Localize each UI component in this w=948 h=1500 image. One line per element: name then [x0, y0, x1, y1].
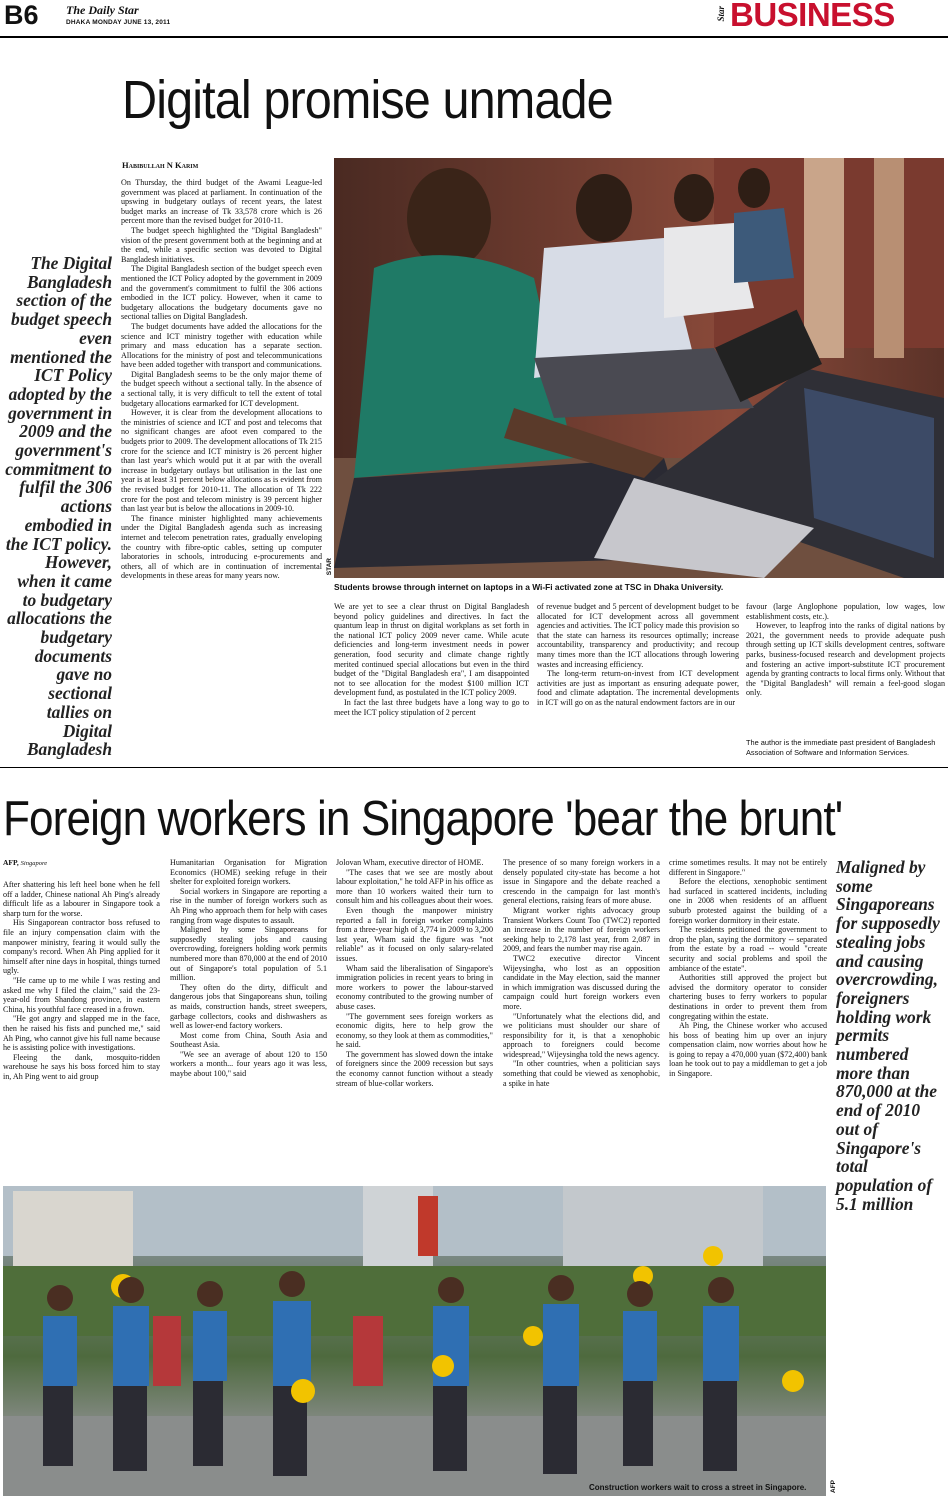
paragraph: Fleeing the dank, mosquito-ridden warehouse he says his boss forced him to stay in, Ah Ping went to aid group — [3, 1052, 160, 1081]
story2-column-5 — [669, 858, 827, 1180]
story2-photo-credit: AFP — [830, 1480, 837, 1493]
paragraph: "Unfortunately what the elections did, and we politicians must shoulder our share of responsibility for it, is that a xenophobic approach to foreigners could become widespread," Wijeysingha told the news agency. — [503, 1011, 660, 1059]
paragraph: "He came up to me while I was resting and asked me why I filed the claim," said the 23-year-old from Shandong province, in eastern China, his youthful face creased in a frown. — [3, 975, 160, 1014]
page-header — [0, 0, 948, 40]
paragraph: However, to leapfrog into the ranks of digital nations by 2021, the government needs to provide adequate push through setting up ICT skills development centres, software parks, business-focused research and development projects and fostering an active import-substitute ICT procurement agenda by granting contracts to local firms only. Without that the "Digital Bangladesh" will remain a feel-good slogan only. — [746, 621, 945, 698]
paragraph: The budget documents have added the allocations for the science and ICT ministry together with education while primary and mass education has a separate section. Allocations for the ministry of post and telecommunications have been added together with transport and communications. — [121, 321, 322, 370]
paragraph: Most come from China, South Asia and Southeast Asia. — [170, 1030, 327, 1050]
paragraph: In fact the last three budgets have a long way to go to meet the ICT policy stipulation of 2 percent — [334, 697, 529, 717]
story2-column-2 — [170, 858, 327, 1180]
story1-headline: Digital promise unmade — [122, 70, 613, 130]
paragraph: They often do the dirty, difficult and dangerous jobs that Singaporeans shun, toiling as maids, construction hands, street sweepers, garbage collectors, cooks and dishwashers as well as lower-end factory workers. — [170, 982, 327, 1031]
story1-column-2 — [334, 602, 529, 762]
paragraph: However, it is clear from the development allocations to the ministries of science and ICT and post and telecoms that no significant changes are afoot even compared to the budgets prior to 2009. The development allocations of Tk 215 crore for the science and ICT ministry is 26 percent higher than last year's which would put it at par with the overall increase in budgetary outlays but utilisation in the last one year is at least 31 percent below allocations as is evident from the revised budget for 2010-11. The allocation of Tk 222 crore for the post and telecom ministry is 39 percent higher than last year but is below the allocations in 2009-10. — [121, 408, 322, 514]
paragraph: Digital Bangladesh seems to be the only major theme of the budget speech without a sectional tally. In the absence of a sectional tally, it is very difficult to tell the extent of total budgetary allocations earmarked for ICT development. — [121, 369, 322, 408]
paragraph: TWC2 executive director Vincent Wijeysingha, who lost as an opposition candidate in the May election, said the manner in which immigration was discussed during the campaign could hurt foreign workers even more. — [503, 953, 660, 1011]
story2-dateline — [3, 858, 47, 867]
story1-column-1 — [121, 178, 322, 762]
paragraph: The finance minister highlighted many achievements under the Digital Bangladesh agenda such as increasing internet and telecom penetration rates, gradually enveloping the country with fibre-optic cables, setting up computer laboratories in schools, introducing e-procurements and others, all of which are in continuation of incremental developments in these areas for many years now. — [121, 513, 322, 581]
story1-column-4 — [746, 602, 945, 730]
paragraph: The residents petitioned the government to drop the plan, saying the dormitory -- separated from the estate by a road -- would "create security and social problems and spoil the ambiance of the estate". — [669, 925, 827, 973]
construction-workers-photo — [3, 1186, 826, 1496]
paragraph: "In other countries, when a politician says something that could be viewed as xenophobic, a spike in hate — [503, 1059, 660, 1088]
dateline: DHAKA MONDAY JUNE 13, 2011 — [66, 19, 171, 26]
paragraph: Jolovan Wham, executive director of HOME. — [336, 858, 484, 867]
paragraph: On Thursday, the third budget of the Awami League-led government was placed at parliament. In continuation of the upswing in budgetary outlays of recent years, the latest budget marks an increase of Tk 33,578 crore which is 26 percent more than the revised budget for 2010-11. — [121, 178, 322, 226]
story1-author-note: The author is the immediate past president of Bangladesh Association of Software and Information Services. — [746, 738, 936, 757]
paragraph: The long-term return-on-invest from ICT development activities are just as important as ensuring adequate power, food and climate adaptation. The incremental developments in ICT will go on as the natural endowment factors are in our — [537, 669, 739, 707]
paragraph: favour (large Anglophone population, low wages, low establishment costs, etc.). — [746, 602, 945, 621]
paragraph: Humanitarian Organisation for Migration Economics (HOME) seeking refuge in their shelter for exploited foreign workers. — [170, 858, 327, 887]
paragraph: Even though the manpower ministry reported a fall in foreign worker complaints from a three-year high of 3,774 in 2009 to 3,200 last year, Wham said the figure was "not reliable" as it focused on only salary-related issues. — [336, 905, 493, 963]
paragraph: Wham said the liberalisation of Singapore's immigration policies in recent years to bring in more workers to power the labour-starved economy contributed to the growing number of abuse cases. — [336, 963, 493, 1011]
story1-byline: Habibullah N Karim — [122, 160, 199, 170]
paragraph: "The government sees foreign workers as economic digits, here to help grow the economy, so they look at them as commodities," he said. — [336, 1011, 493, 1050]
story-divider — [0, 767, 948, 768]
story2-column-1 — [3, 880, 160, 1180]
story2-pullquote: Maligned by some Singaporeans for supposedly stealing jobs and causing overcrowding, foreigners holding work permits numbered more than 870,000 at the end of 2010 out of Singapore's total population of 5.1 million — [836, 857, 940, 1214]
dateline-place: Singapore — [20, 860, 48, 867]
paragraph: After shattering his left heel bone when he fell off a ladder, Chinese national Ah Ping's already difficult life as a labourer in Singapore took a sharp turn for the worse. — [3, 880, 160, 918]
paragraph: Migrant worker rights advocacy group Transient Workers Count Too (TWC2) reported an increase in the number of foreign workers seeking help to 2,178 last year, from 2,087 in 2009, and fears the number may rise again. — [503, 905, 660, 954]
paragraph: The budget speech highlighted the "Digital Bangladesh" vision of the present government both at the beginning and at the end, while a specific section was devoted to Digital Bangladesh initiatives. — [121, 225, 322, 264]
page-number: B6 — [4, 0, 39, 30]
paragraph: Ah Ping, the Chinese worker who accused his boss of beating him up over an injury compensation claim, now worries about how he is going to repay a 470,000 yuan ($72,400) bank loan he took out to pay a middleman to get a job in Singapore. — [669, 1021, 827, 1079]
paragraph: Authorities still approved the project but advised the dormitory operator to consider chartering buses to ferry workers to popular destinations in order to prevent them from congregating within the estate. — [669, 973, 827, 1021]
story1-photo-caption: Students browse through internet on laptops in a Wi-Fi activated zone at TSC in Dhaka University. — [334, 582, 724, 592]
paragraph: We are yet to see a clear thrust on Digital Bangladesh beyond policy guidelines and directives. In fact the quantum leap in thrust on digital workplans as set forth in the national ICT policy 2009 never came. While acute deficiencies and long-term investment needs in power generation, food security and climate change rightly merited continued special allocations but even in the third budget of the "Digital Bangladesh era", I am disappointed not to see allocation for the modest $100 million ICT development fund, as postulated in the ICT policy 2009. — [334, 602, 529, 698]
paragraph: The presence of so many foreign workers in a densely populated city-state has become a hot issue in Singapore and the debate reached a crescendo in the campaign for last month's general elections, raising fears of more abuse. — [503, 858, 660, 906]
paragraph: Social workers in Singapore are reporting a rise in the number of foreign workers such as Ah Ping who approach them for help with cases ranging from wage disputes to assault. — [170, 886, 327, 925]
photo-illustration — [3, 1186, 826, 1496]
photo-illustration — [334, 158, 944, 578]
story1-photo-credit: STAR — [326, 558, 333, 576]
paragraph: Maligned by some Singaporeans for supposedly stealing jobs and causing overcrowding, foreigners holding work permits numbered more than 870,000 at the end of 2010 out of Singapore's total population of 5.1 million. — [170, 925, 327, 983]
masthead: The Daily Star — [66, 3, 139, 17]
paragraph: The Digital Bangladesh section of the budget speech even mentioned the ICT Policy adopted by the government in 2009 and the government's commitment to fulfil the 306 actions embodied in the ICT policy. However, when it came to budgetary allocations the budgetary documents gave no sectional tallies on Digital Bangladesh. — [121, 264, 322, 322]
paragraph: "We see an average of about 120 to 150 workers a month... four years ago it was less, maybe about 100," said — [170, 1049, 327, 1079]
paragraph: of revenue budget and 5 percent of development budget to be allocated for ICT development across all government agencies and activities. The ICT policy made this provision so that the state can harness its resources optimally; increase accountability, transparency and productivity; and recoup many times more than the ICT allocations through lowering wastes and increasing efficiency. — [537, 602, 739, 669]
story2-photo-caption: Construction workers wait to cross a street in Singapore. — [589, 1483, 807, 1492]
story1-pullquote: The Digital Bangladesh section of the budget speech even mentioned the ICT Policy adopted by the government in 2009 and the government's commitment to fulfil the 306 actions embodied in the ICT policy. However, when it came to budgetary allocations the budgetary documents gave no sectional tallies on Digital Bangladesh — [5, 253, 112, 760]
header-rule — [0, 36, 948, 38]
paragraph: The government has slowed down the intake of foreigners since the 2009 recession but says the economy cannot function without a steady stream of blue-collar workers. — [336, 1049, 493, 1088]
story2-column-4 — [503, 858, 660, 1180]
story2-column-3 — [336, 858, 493, 1180]
story1-column-3 — [537, 602, 739, 762]
paragraph: His Singaporean contractor boss refused to file an injury compensation claim with the manpower ministry, fearing it would sully the company's record. When Ah Ping applied for it himself after nine days in hospital, things turned ugly. — [3, 918, 160, 976]
paragraph: "He got angry and slapped me in the face, then he raised his fists and punched me," said Ah Ping, who cannot give his full name because he is assisting police with investigations. — [3, 1014, 160, 1053]
students-laptops-photo — [334, 158, 944, 578]
story2-headline: Foreign workers in Singapore 'bear the brunt' — [3, 792, 843, 846]
paragraph: Before the elections, xenophobic sentiment had surfaced in scattered incidents, including one in 2008 when residents of an affluent suburb protested against the building of a foreign worker dormitory in their estate. — [669, 877, 827, 925]
paragraph: "The cases that we see are mostly about labour exploitation," he told AFP in his office as more than 10 workers waited their turn to consult him and his colleagues about their woes. — [336, 867, 493, 906]
agency: AFP, — [3, 858, 19, 867]
section-title: BUSINESS — [730, 0, 895, 33]
section-logo: Star — [716, 6, 726, 22]
paragraph: crime sometimes results. It may not be entirely different in Singapore." — [669, 858, 827, 877]
